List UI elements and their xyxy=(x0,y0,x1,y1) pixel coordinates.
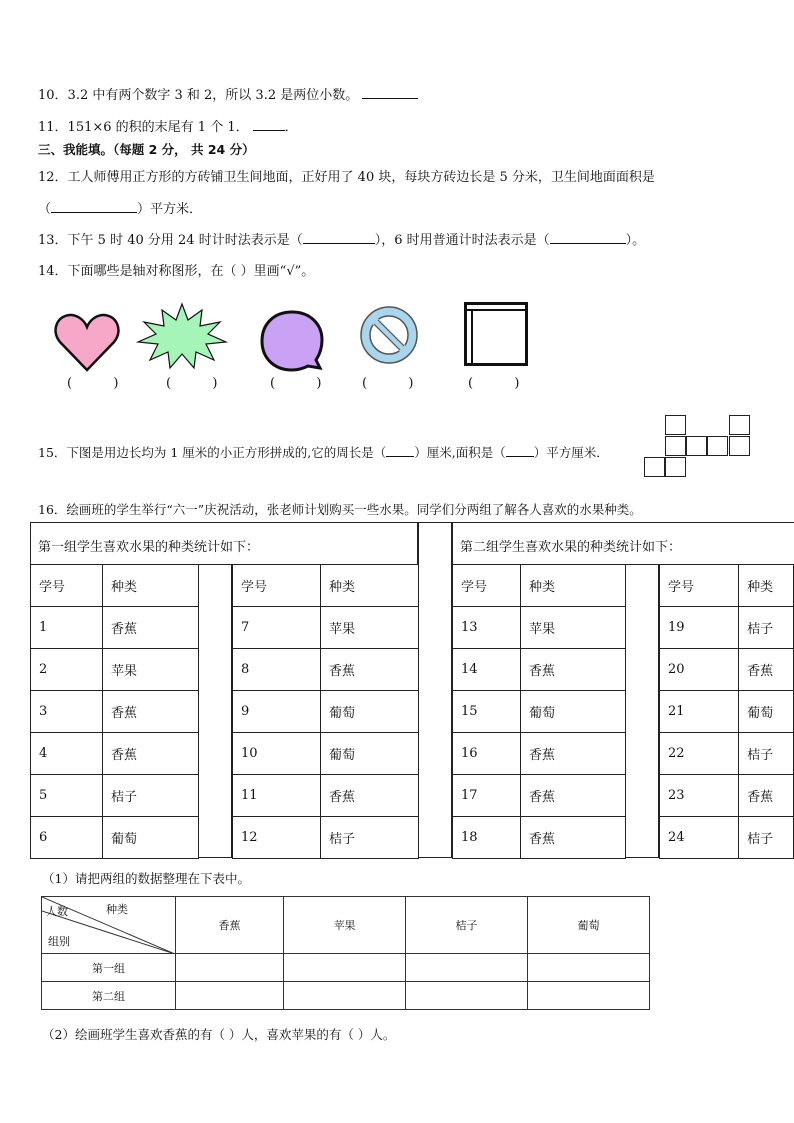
question-number: 10． xyxy=(38,88,68,103)
fruit-kind-cell: 桔子 xyxy=(739,607,794,649)
question-15 xyxy=(38,443,609,461)
question-14 xyxy=(38,260,314,279)
question-text: 工人师傅用正方形的方砖铺卫生间地面，正好用了 40 块，每块方砖边长是 5 分米，卫生间地面面积是 xyxy=(67,170,655,185)
student-id-cell: 1 xyxy=(31,607,103,649)
column-header-id: 学号 xyxy=(233,565,321,607)
answer-blank[interactable] xyxy=(506,444,534,457)
fruit-kind-cell: 桔子 xyxy=(739,733,794,775)
student-id-cell: 10 xyxy=(233,733,321,775)
student-id-cell: 7 xyxy=(233,607,321,649)
grid-square xyxy=(686,436,707,456)
table-row xyxy=(660,607,794,649)
header-count-label: 人数 xyxy=(46,905,68,918)
student-id-cell: 18 xyxy=(453,817,521,859)
column-header: 桔子 xyxy=(406,897,528,954)
divider-cell xyxy=(198,564,232,858)
table-row xyxy=(233,691,419,733)
question-number: 15． xyxy=(38,445,67,460)
column-header: 香蕉 xyxy=(176,897,284,954)
answer-cell[interactable] xyxy=(284,982,406,1010)
group1-title: 第一组学生喜欢水果的种类统计如下： xyxy=(38,540,260,555)
student-id-cell: 21 xyxy=(660,691,739,733)
column-header-id: 学号 xyxy=(453,565,521,607)
student-id-cell: 3 xyxy=(31,691,103,733)
column-header-id: 学号 xyxy=(31,565,103,607)
answer-cell[interactable] xyxy=(176,954,284,982)
student-id-cell: 17 xyxy=(453,775,521,817)
question-number: 13． xyxy=(38,233,68,248)
divider-cell xyxy=(625,564,659,858)
student-id-cell: 8 xyxy=(233,649,321,691)
table-row xyxy=(453,775,626,817)
question-number: 11． xyxy=(38,120,68,135)
question-number: 16． xyxy=(38,502,67,517)
fruit-kind-cell: 葡萄 xyxy=(103,817,199,859)
table-row xyxy=(660,733,794,775)
fruit-kind-cell: 香蕉 xyxy=(521,775,626,817)
table-row xyxy=(660,817,794,859)
fruit-kind-cell: 香蕉 xyxy=(521,733,626,775)
answer-blank[interactable] xyxy=(550,231,626,244)
grid-square xyxy=(707,436,728,456)
question-text: ），6 时用普通计时法表示是（ xyxy=(374,233,550,248)
table-row xyxy=(233,607,419,649)
student-fruit-table xyxy=(30,564,199,859)
column-header-kind: 种类 xyxy=(321,565,419,607)
section-heading: 三、我能填。（每题 2 分， 共 24 分） xyxy=(38,142,255,157)
fruit-kind-cell: 香蕉 xyxy=(103,733,199,775)
fruit-kind-cell: 桔子 xyxy=(103,775,199,817)
question-text: 下面哪些是轴对称图形，在（ ）里画“√”。 xyxy=(67,264,315,279)
student-id-cell: 11 xyxy=(233,775,321,817)
answer-cell[interactable] xyxy=(406,954,528,982)
student-id-cell: 24 xyxy=(660,817,739,859)
student-id-cell: 6 xyxy=(31,817,103,859)
answer-cell[interactable] xyxy=(406,982,528,1010)
column-header-kind: 种类 xyxy=(103,565,199,607)
answer-paren[interactable]: ( ) xyxy=(468,376,520,391)
student-fruit-table xyxy=(452,564,626,859)
starburst-shape xyxy=(136,302,228,370)
answer-paren[interactable]: ( ) xyxy=(166,376,218,391)
question-13 xyxy=(38,229,645,248)
answer-cell[interactable] xyxy=(284,954,406,982)
question-text: 下图是用边长均为 1 厘米的小正方形拼成的,它的周长是（ xyxy=(66,445,387,460)
student-id-cell: 19 xyxy=(660,607,739,649)
table-row xyxy=(31,607,199,649)
fruit-kind-cell: 桔子 xyxy=(739,817,794,859)
student-id-cell: 12 xyxy=(233,817,321,859)
question-11 xyxy=(38,116,298,135)
table-row xyxy=(31,649,199,691)
table-row xyxy=(660,691,794,733)
answer-blank[interactable] xyxy=(386,444,414,457)
student-fruit-table xyxy=(232,564,419,859)
student-id-cell: 22 xyxy=(660,733,739,775)
answer-paren[interactable]: ( ) xyxy=(362,376,414,391)
divider-cell xyxy=(418,522,452,858)
column-header-kind: 种类 xyxy=(521,565,626,607)
no-sign-shape xyxy=(356,302,422,368)
fruit-kind-cell: 香蕉 xyxy=(321,649,419,691)
question-text: 下午 5 时 40 分用 24 时计时法表示是（ xyxy=(67,233,303,248)
fruit-kind-cell: 葡萄 xyxy=(739,691,794,733)
fruit-kind-cell: 香蕉 xyxy=(521,649,626,691)
sub-question-1: （1）请把两组的数据整理在下表中。 xyxy=(42,871,250,886)
answer-paren[interactable]: ( ) xyxy=(270,376,322,391)
table-row xyxy=(233,817,419,859)
header-group-label: 组别 xyxy=(48,935,70,948)
column-header-id: 学号 xyxy=(660,565,739,607)
grid-square xyxy=(665,457,686,477)
table-row xyxy=(31,775,199,817)
student-id-cell: 9 xyxy=(233,691,321,733)
question-text: 151×6 的积的末尾有 1 个 1． xyxy=(67,120,249,135)
answer-blank[interactable] xyxy=(51,200,137,213)
table-row xyxy=(453,817,626,859)
grid-square xyxy=(665,415,686,435)
row-header: 第二组 xyxy=(42,982,176,1010)
fruit-kind-cell: 香蕉 xyxy=(103,607,199,649)
fruit-kind-cell: 香蕉 xyxy=(739,775,794,817)
paren-open: （ xyxy=(38,202,52,217)
fruit-kind-cell: 香蕉 xyxy=(521,817,626,859)
question-10 xyxy=(38,84,418,103)
table-row xyxy=(453,649,626,691)
summary-table xyxy=(41,896,650,1010)
fruit-kind-cell: 苹果 xyxy=(321,607,419,649)
student-id-cell: 15 xyxy=(453,691,521,733)
student-id-cell: 16 xyxy=(453,733,521,775)
table-row xyxy=(233,733,419,775)
table-row xyxy=(453,691,626,733)
student-id-cell: 14 xyxy=(453,649,521,691)
table-row xyxy=(31,691,199,733)
answer-blank[interactable] xyxy=(303,231,375,244)
answer-cell[interactable] xyxy=(528,954,650,982)
grid-square xyxy=(729,415,750,435)
question-text: ）。 xyxy=(625,233,646,248)
answer-cell[interactable] xyxy=(176,982,284,1010)
fruit-kind-cell: 桔子 xyxy=(321,817,419,859)
answer-cell[interactable] xyxy=(528,982,650,1010)
question-16 xyxy=(38,500,642,518)
column-header: 葡萄 xyxy=(528,897,650,954)
speech-bubble-shape xyxy=(258,308,328,374)
grid-square xyxy=(665,436,686,456)
heart-shape xyxy=(54,312,120,374)
student-id-cell: 20 xyxy=(660,649,739,691)
student-fruit-table xyxy=(659,564,794,859)
question-number: 14． xyxy=(38,264,68,279)
question-text: 绘画班的学生举行“六一”庆祝活动，张老师计划购买一些水果。同学们分两组了解各人喜欢的水果种类。 xyxy=(66,502,642,517)
fruit-kind-cell: 苹果 xyxy=(521,607,626,649)
grid-square xyxy=(644,457,665,477)
row-header: 第一组 xyxy=(42,954,176,982)
table-row xyxy=(31,817,199,859)
table-row xyxy=(453,607,626,649)
table-row xyxy=(31,733,199,775)
header-kind-label: 种类 xyxy=(106,903,128,916)
question-text: ）厘米,面积是（ xyxy=(414,445,506,460)
answer-paren[interactable]: ( ) xyxy=(67,376,119,391)
table-row xyxy=(453,733,626,775)
grid-square xyxy=(729,436,750,456)
question-text: ）平方米． xyxy=(137,202,203,217)
question-12-answer-line xyxy=(38,198,202,217)
table-row xyxy=(233,649,419,691)
student-id-cell: 2 xyxy=(31,649,103,691)
student-id-cell: 13 xyxy=(453,607,521,649)
punctuation: ． xyxy=(284,120,298,135)
diagonal-header-cell xyxy=(42,897,176,954)
answer-blank[interactable] xyxy=(362,86,418,99)
group2-title: 第二组学生喜欢水果的种类统计如下： xyxy=(460,540,682,555)
fruit-kind-cell: 葡萄 xyxy=(321,691,419,733)
column-header-kind: 种类 xyxy=(739,565,794,607)
answer-blank[interactable] xyxy=(253,118,285,131)
column-header: 苹果 xyxy=(284,897,406,954)
square-frame-shape xyxy=(464,302,528,366)
student-id-cell: 5 xyxy=(31,775,103,817)
question-number: 12． xyxy=(38,170,68,185)
fruit-kind-cell: 葡萄 xyxy=(521,691,626,733)
table-row xyxy=(233,775,419,817)
question-text: 3.2 中有两个数字 3 和 2，所以 3.2 是两位小数。 xyxy=(67,88,359,103)
sub-question-2: （2）绘画班学生喜欢香蕉的有（ ）人，喜欢苹果的有（ ）人。 xyxy=(42,1027,396,1042)
fruit-kind-cell: 香蕉 xyxy=(739,649,794,691)
fruit-kind-cell: 香蕉 xyxy=(321,775,419,817)
student-id-cell: 23 xyxy=(660,775,739,817)
table-row xyxy=(660,775,794,817)
question-12 xyxy=(38,166,655,185)
student-id-cell: 4 xyxy=(31,733,103,775)
fruit-kind-cell: 葡萄 xyxy=(321,733,419,775)
fruit-kind-cell: 香蕉 xyxy=(103,691,199,733)
question-text: ）平方厘米． xyxy=(533,445,609,460)
table-row xyxy=(660,649,794,691)
fruit-kind-cell: 苹果 xyxy=(103,649,199,691)
